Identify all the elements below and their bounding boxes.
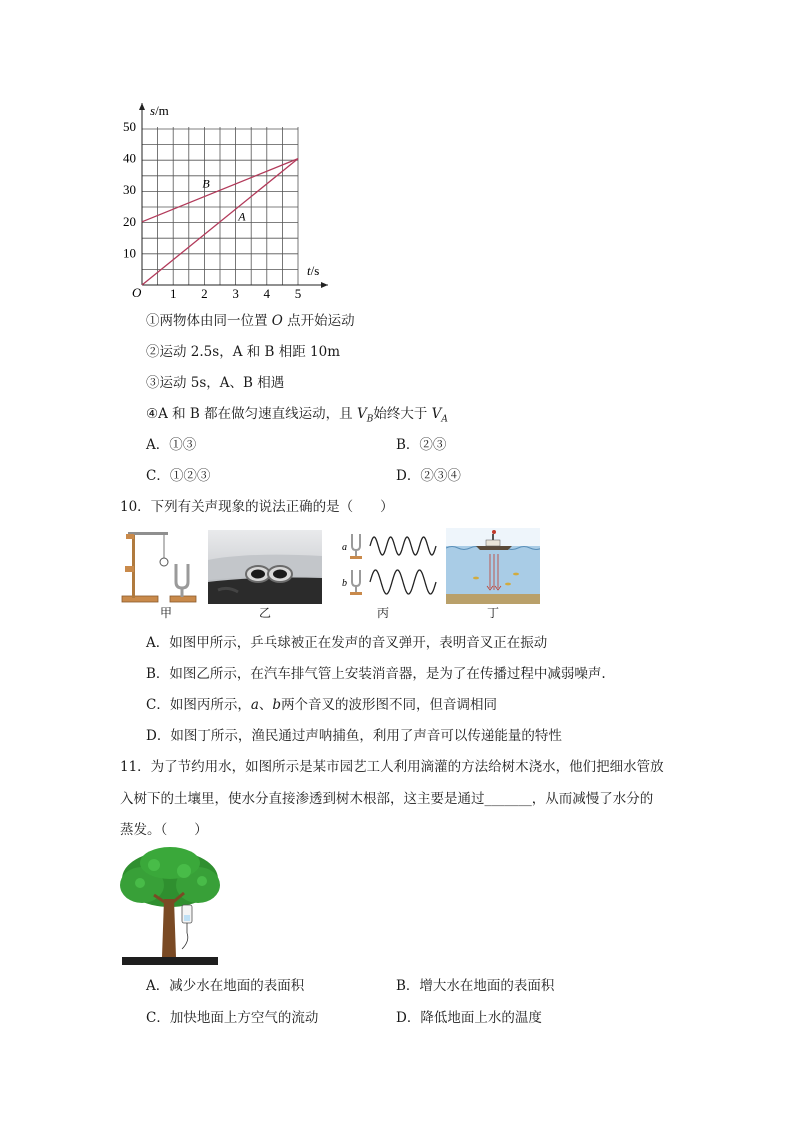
x-axis-label: t/s: [307, 263, 320, 278]
caption-yi: 乙: [258, 606, 271, 620]
x-tick-label: 3: [232, 286, 239, 301]
q9-option-c[interactable]: C．①②③: [146, 468, 211, 484]
figure-tree-drip-irrigation: [118, 845, 222, 969]
q10-stem: 10．下列有关声现象的说法正确的是（ ）: [120, 499, 394, 515]
q10-option-d[interactable]: D．如图丁所示，渔民通过声呐捕鱼，利用了声音可以传递能量的特性: [146, 728, 562, 744]
figure-yi-car-exhaust: [208, 530, 322, 604]
y-tick-label: 30: [123, 182, 136, 198]
y-tick-labels: [123, 119, 136, 260]
y-tick-label: 20: [123, 213, 136, 229]
figure-jia-tuning-fork-ball: [118, 528, 198, 606]
q11-stem-line-3: 蒸发。（ ）: [120, 822, 208, 838]
figure-ding-sonar-boat: [446, 528, 540, 604]
q9-option-a[interactable]: A．①③: [146, 437, 197, 453]
s-t-graph: [110, 95, 340, 305]
x-tick-label: 5: [294, 286, 302, 301]
q11-option-d[interactable]: D．降低地面上水的温度: [396, 1010, 542, 1026]
figure-bing-waveforms: [340, 528, 440, 606]
q9-statement-3: ③运动 5s，A、B 相遇: [146, 375, 285, 391]
q9-statement-1: ①两物体由同一位置 O 点开始运动: [146, 313, 355, 329]
q9-statement-4: ④A 和 B 都在做匀速直线运动，且 $V_B$始终大于 $V_A$: [146, 406, 448, 425]
y-axis-label: s/m: [150, 103, 169, 118]
q9-statement-2: ②运动 2.5s，A 和 B 相距 10m: [146, 344, 341, 360]
series-label-a: A: [238, 209, 246, 224]
x-tick-label: 4: [263, 286, 271, 301]
q9-option-b[interactable]: B．②③: [396, 437, 447, 453]
series-label-b: B: [202, 176, 210, 191]
q11-option-c[interactable]: C．加快地面上方空气的流动: [146, 1010, 319, 1026]
q11-stem-line-2: 入树下的土壤里，使水分直接渗透到树木根部，这主要是通过_______，从而减慢了水分的: [120, 791, 654, 807]
y-tick-label: 10: [123, 245, 136, 261]
waveform-a: [370, 537, 436, 555]
fork-label-a: a: [342, 542, 347, 553]
caption-jia: 甲: [159, 606, 172, 620]
q9-option-d[interactable]: D．②③④: [396, 468, 461, 484]
origin-label: O: [132, 285, 142, 300]
x-tick-label: 2: [201, 286, 208, 301]
caption-ding: 丁: [486, 606, 499, 620]
caption-bing: 丙: [376, 606, 389, 620]
chart-grid: [142, 127, 298, 285]
y-axis-arrow: [139, 103, 145, 110]
x-tick-labels: [170, 286, 301, 301]
q10-option-b[interactable]: B．如图乙所示，在汽车排气管上安装消音器，是为了在传播过程中减弱噪声.: [146, 666, 606, 682]
y-tick-label: 40: [123, 150, 136, 166]
q11-stem-line-1: 11．为了节约用水，如图所示是某市园艺工人利用滴灌的方法给树木浇水，他们把细水管放: [120, 759, 664, 775]
y-tick-label: 50: [123, 119, 136, 134]
q11-option-a[interactable]: A．减少水在地面的表面积: [146, 978, 305, 994]
q10-option-a[interactable]: A．如图甲所示，乒乓球被正在发声的音叉弹开，表明音叉正在振动: [146, 635, 548, 651]
q11-option-b[interactable]: B．增大水在地面的表面积: [396, 978, 555, 994]
q10-option-c[interactable]: C．如图丙所示，a、b两个音叉的波形图不同，但音调相同: [146, 697, 498, 713]
waveform-b: [370, 570, 436, 594]
fork-label-b: b: [342, 578, 347, 589]
x-axis-arrow: [321, 282, 328, 288]
x-tick-label: 1: [169, 286, 177, 301]
chart-axes: [139, 103, 328, 288]
